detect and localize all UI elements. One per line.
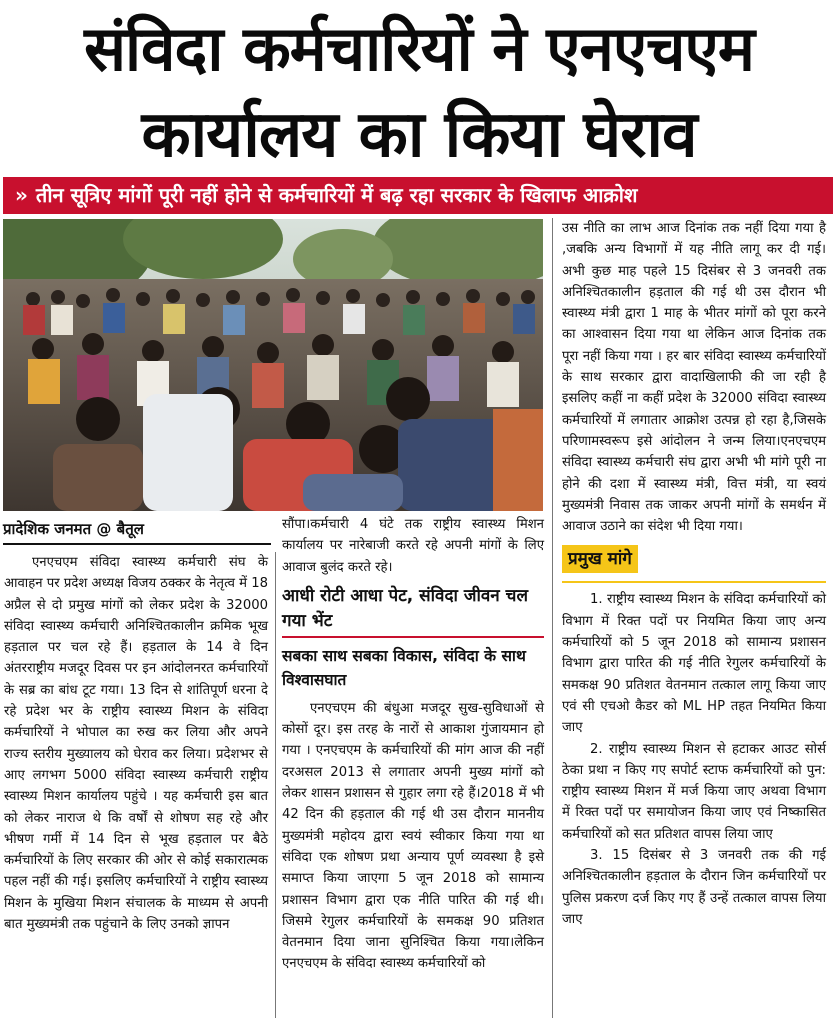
article-paragraph: उस नीति का लाभ आज दिनांक तक नहीं दिया गया है ,जबकि अन्य विभागों में यह नीति लागू कर दी गई। अभी कुछ माह पहले 15 दिसंबर से 3 जनवरी तक अनिश्चितकालीन हड़ताल की गई थी उस दौरान भी स्वास्थ्य मंत्री द्वारा 1 माह के भीतर मांगों को पूरा करने का आश्वासन दिया गया था लेकिन आज दिनांक तक पूरा नहीं किया गया । हर बार संविदा स्वास्थ्य कर्मचारियों के साथ सरकार द्वारा वादाखिलाफी की जा रही है इसलिए कहीं ना कहीं प्रदेश के 32000 संविदा स्वास्थ्य कर्मचारियों में लगातार आक्रोश उत्पन्न हो रहा है,जिसके परिणामस्वरूप इसे आंदोलन ने जन्म लिया।एनएचएम संविदा स्वास्थ्य कर्मचारी संघ द्वारा अभी भी मांगे पूरी ना होने की दशा में स्वास्थ्य मंत्री, वित्त मंत्री, या स्वयं मुख्यमंत्री निवास तक जाकर अपनी मांगों के समर्थन में आवाज उठाने का संदेश भी दिया गया। (562, 221, 826, 535)
headline-line-1: संविदा कर्मचारियों ने एनएचएम (84, 12, 754, 85)
column-divider (552, 218, 553, 1018)
headline-line-2: कार्यालय का किया घेराव (141, 98, 697, 172)
chevron-icon: » (15, 183, 28, 207)
subheadline-bar (3, 177, 833, 214)
article-paragraph: सौंपा।कर्मचारी 4 घंटे तक राष्ट्रीय स्वास्थ्य मिशन कार्यालय पर नारेबाजी करते रहे अपनी मांगों के लिए आवाज बुलंद करते रहे। (282, 517, 544, 575)
subheadline-text: तीन सूत्रिए मांगों पूरी नहीं होने से कर्मचारियों में बढ़ रहा सरकार के खिलाफ आक्रोश (35, 183, 638, 207)
article-paragraph: एनएचएम की बंधुआ मजदूर सुख-सुविधाओं से कोसों दूर। इस तरह के नारों से आकाश गुंजायमान हो गया । एनएचएम के कर्मचारियों की मांग आज की नहीं दरअसल 2013 से लगातार अपनी मुख्य मांगों को लेकर शासन प्रशासन से गुहार लगा रहे हैं।2018 में भी 42 दिन की हड़ताल की गई थी उस दौरान माननीय मुख्यमंत्री महोदय द्वारा स्वयं स्वीकार किया गया था संविदा एक शोषण प्रथा अन्याय पूर्ण व्यवस्था है इसे समाप्त किया जाएगा 5 जून 2018 को सामान्य प्रशासन विभाग द्वारा एक नीति पारित की गई थी। जिसमे रेगुलर कर्मचारियों के समकक्ष 90 प्रतिशत वेतनमान दिया जाना सुनिश्चित किया गया।लेकिन एनएचएम के संविदा स्वास्थ्य कर्मचारियों को (282, 700, 544, 972)
protest-crowd-photo (3, 219, 543, 511)
byline-rule (3, 543, 271, 545)
byline: प्रादेशिक जनमत @ बैतूल (3, 520, 144, 538)
article-column-3 (562, 218, 826, 930)
section-subheading: सबका साथ सबका विकास, संविदा के साथ विश्वासघात (282, 646, 526, 689)
column-divider (275, 552, 276, 1018)
demand-item: 1. राष्ट्रीय स्वास्थ्य मिशन के संविदा कर्मचारियों को विभाग में रिक्त पदों पर नियमित किया जाए अन्य कर्मचारियों को 5 जून 2018 को सामान्य प्रशासन विभाग द्वारा पारित की गई नीति रेगुलर कर्मचारियों के समकक्ष 90 प्रतिशत वेतनमान तत्काल लागू किया जाए एवं सी एचओ कैडर को ML HP तहत नियमित किया जाए (562, 592, 826, 736)
heading-rule (282, 636, 544, 638)
demands-header (562, 537, 826, 583)
demand-item: 2. राष्ट्रीय स्वास्थ्य मिशन से हटाकर आउट सोर्स ठेका प्रथा न किए गए सपोर्ट स्टाफ कर्मचारियों को पुन: राष्ट्रीय स्वास्थ्य मिशन में मर्ज किया जाए अथवा विभाग में रिक्त पदों पर समायोजन किया जाए एवं निष्कासित कर्मचारियों को सत प्रतिशत वापस लिया जाए (562, 741, 826, 842)
article-column-1 (4, 552, 268, 935)
article-column-2 (282, 514, 544, 975)
demand-item: 3. 15 दिसंबर से 3 जनवरी तक की गई अनिश्चितकालीन हड़ताल के दौरान जिन कर्मचारियों पर पुलिस प्रकरण दर्ज किए गए हैं उन्हें तत्काल वापस लिया जाए (562, 848, 826, 927)
demands-title: प्रमुख मांगे (562, 545, 638, 573)
section-heading: आधी रोटी आधा पेट, संविदा जीवन चल गया भेंट (282, 585, 528, 631)
article-paragraph: एनएचएम संविदा स्वास्थ्य कर्मचारी संघ के आवाहन पर प्रदेश अध्यक्ष विजय ठक्कर के नेतृत्व में 18 अप्रैल से दो प्रमुख मांगों को लेकर प्रदेश के 32000 संविदा स्वास्थ्य कर्मचारी अनिश्चितकालीन क्रमिक भूख हड़ताल पर चल रहे हैं। हड़ताल के 14 वे दिन अंतरराष्ट्रीय मजदूर दिवस पर इन आंदोलनरत कर्मचारियों के सब्र का बांध टूट गया। 13 दिन से शांतिपूर्ण धरना दे रहे प्रदेश भर के राष्ट्रीय स्वास्थ्य मिशन के संविदा कर्मचारियों ने भोपाल का रुख कर लिया और अपने राज्य स्तरीय मुख्यालय को घेराव कर लिया। प्रदेशभर से आए लगभग 5000 संविदा स्वास्थ्य कर्मचारी राष्ट्रीय स्वास्थ्य मिशन कार्यालय पहुंचे । यह कर्मचारी इस बात को लेकर नाराज थे कि वर्षों से शोषण सह रहे और भीषण गर्मी में 14 दिन से भूख हड़ताल पर बैठे कर्मचारियों के लिए सरकार की ओर से कोई सकारात्मक पहल नहीं की गई। इसलिए कर्मचारियों ने राष्ट्रीय स्वास्थ्य मिशन के मुखिया मिशन संचालक के माध्यम से अपनी बात मुख्यमंत्री तक पहुंचाने के लिए उनको ज्ञापन (4, 555, 268, 933)
